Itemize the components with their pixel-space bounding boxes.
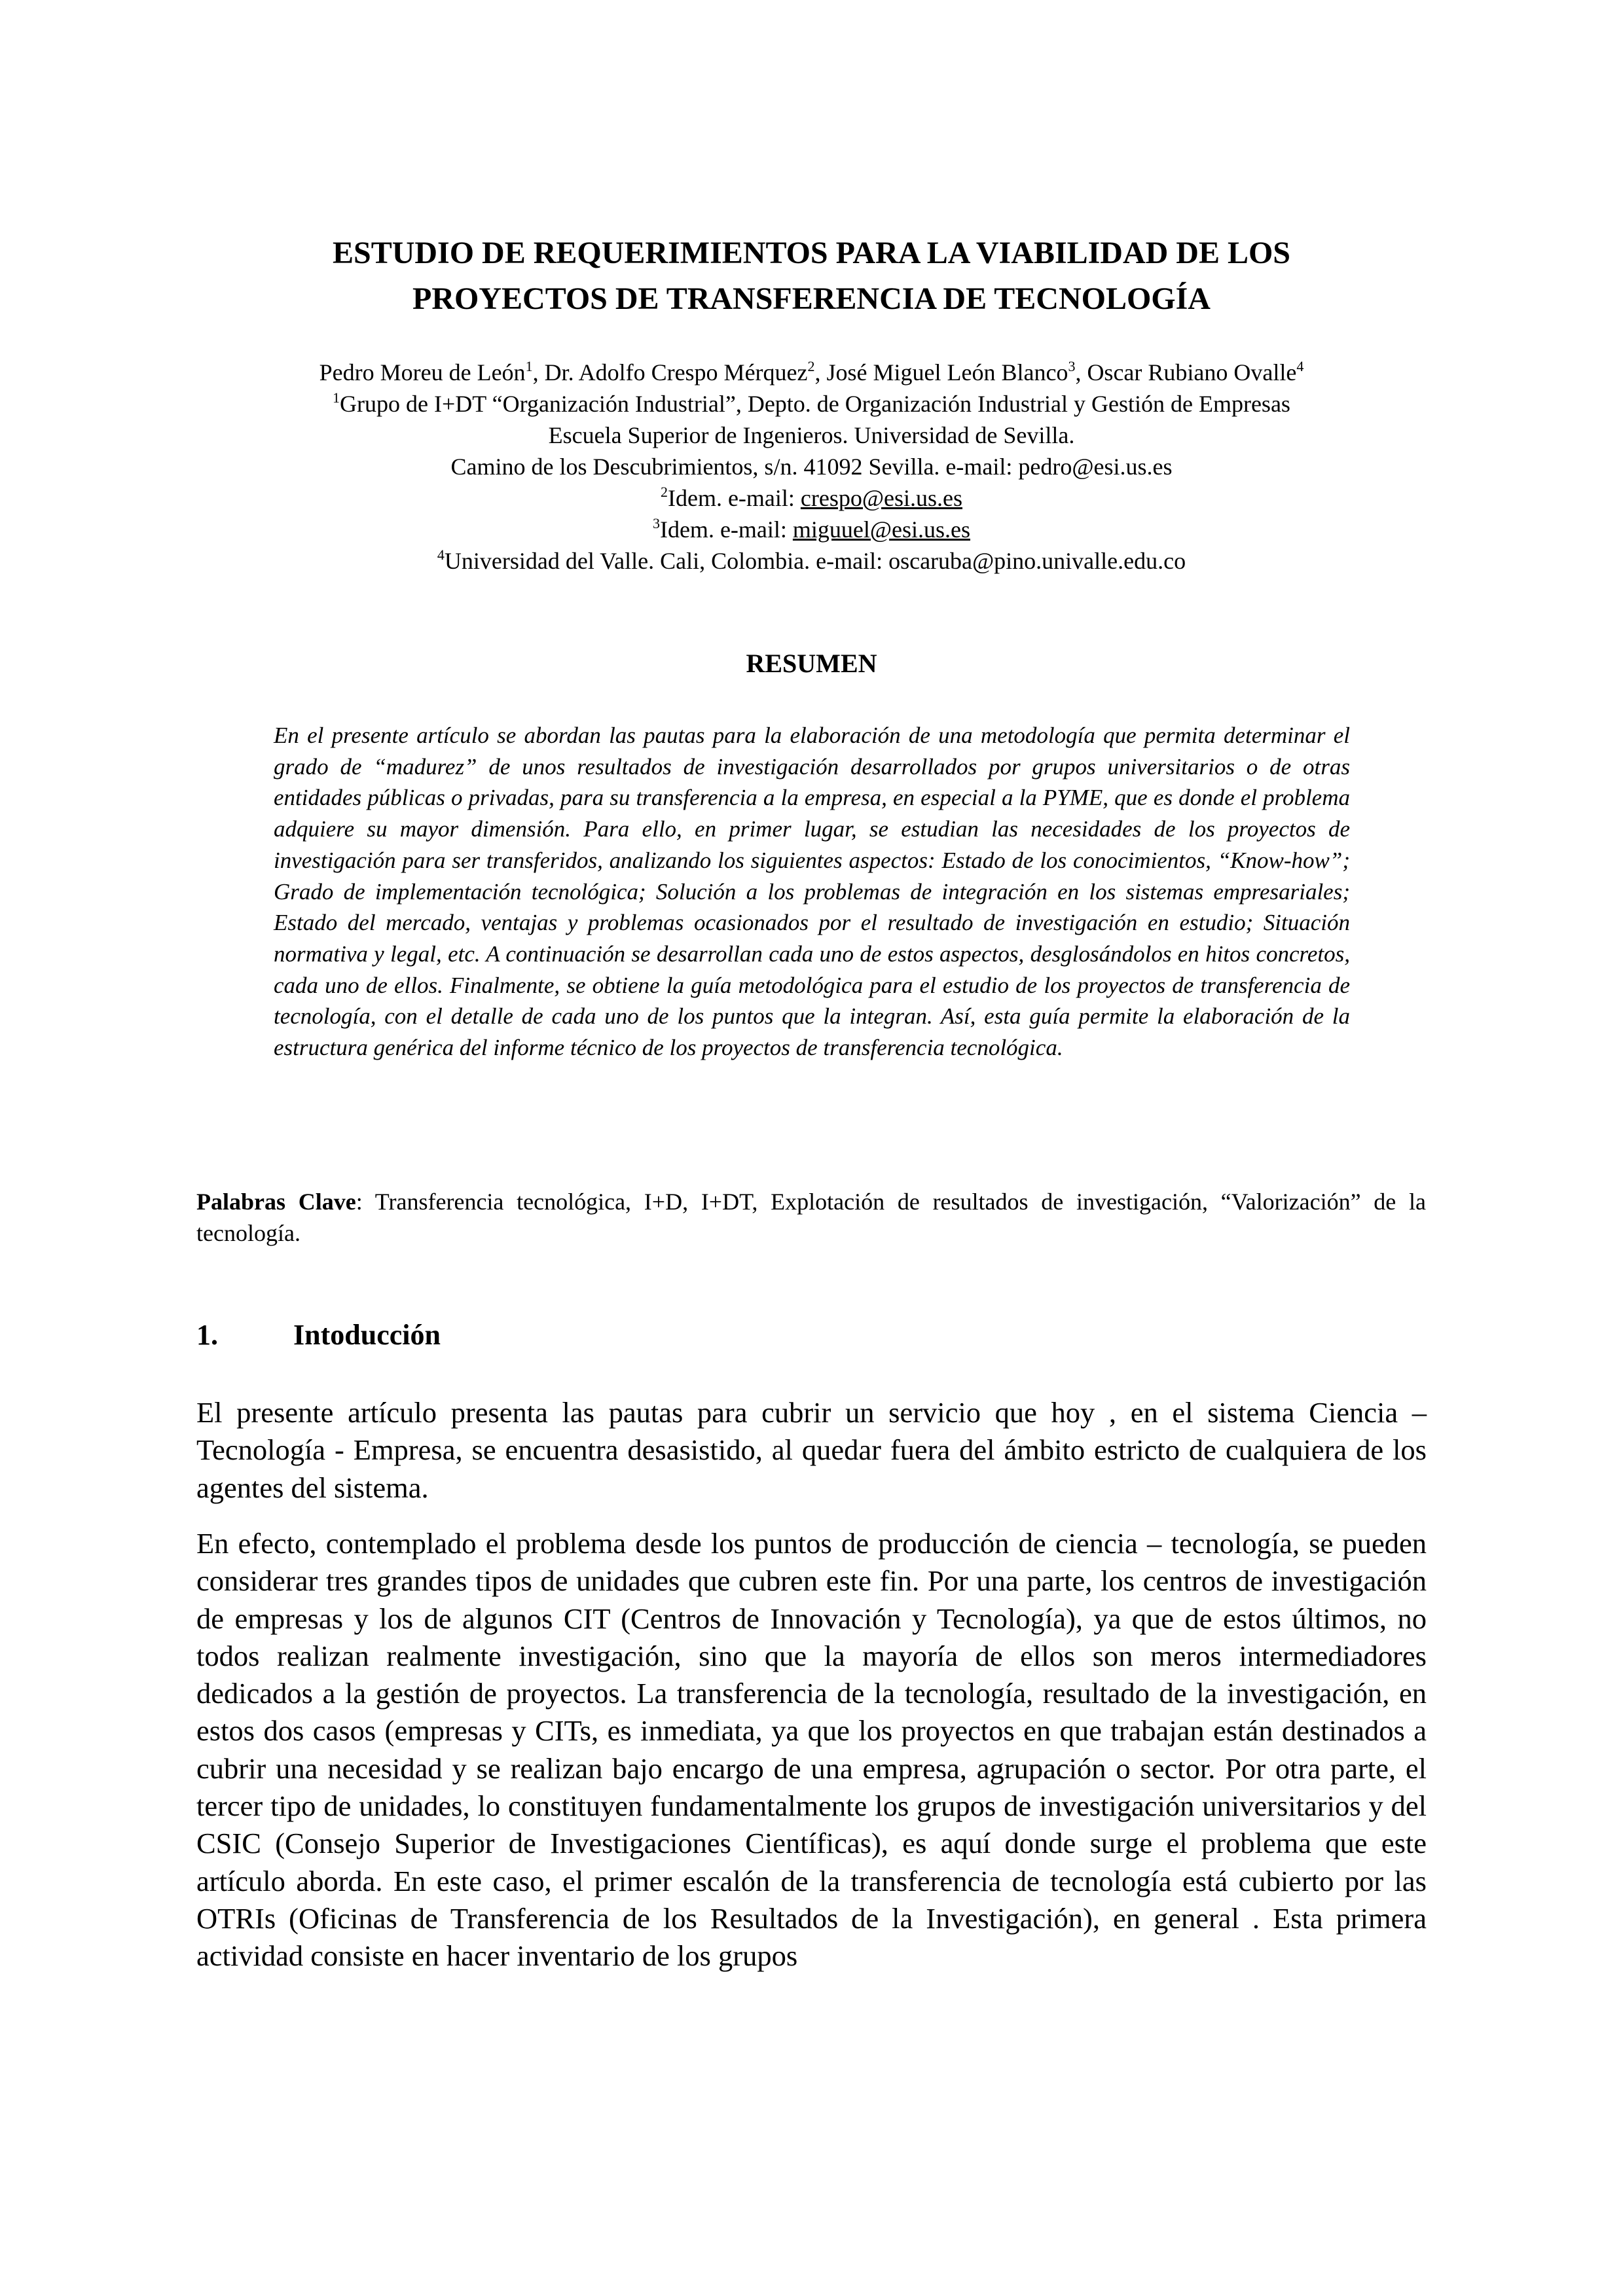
section-1-number: 1. <box>196 1319 218 1351</box>
keywords-label: Palabras Clave <box>196 1189 356 1215</box>
abstract-heading: RESUMEN <box>746 649 877 678</box>
author-4-mark: 4 <box>1296 358 1304 374</box>
affiliation-2 <box>196 482 1427 514</box>
author-list <box>196 357 1427 388</box>
affiliation-4-mark: 4 <box>437 547 445 563</box>
affiliation-1-address: Camino de los Descubrimientos, s/n. 41092 Sevilla. e-mail: pedro@esi.us.es <box>450 454 1173 480</box>
affiliation-3-prefix: Idem. e-mail: <box>659 516 793 543</box>
affiliation-4-text: Universidad del Valle. Cali, Colombia. e-mail: oscaruba@pino.univalle.edu.co <box>444 548 1186 574</box>
email-link-crespo[interactable]: crespo@esi.us.es <box>800 485 963 511</box>
section-1-title: Intoducción <box>293 1319 441 1351</box>
email-link-miguuel[interactable]: miguuel@esi.us.es <box>792 516 971 543</box>
author-4: , Oscar Rubiano Ovalle <box>1075 359 1297 386</box>
author-1-mark: 1 <box>525 358 533 374</box>
affiliation-2-prefix: Idem. e-mail: <box>667 485 801 511</box>
abstract-text: En el presente artículo se abordan las pautas para la elaboración de una metodología que permita determinar el grado de “madurez” de unos resultados de investigación desarrollados por grupos universitarios o de otras entidades públicas o privadas, para su transferencia a la empresa, en especial a la PYME, que es donde el problema adquiere su mayor dimensión. Para ello, en primer lugar, se estudian las necesidades de los proyectos de investigación para ser transferidos, analizando los siguientes aspectos: Estado de los conocimientos, “Know-how”; Grado de implementación tecnológica; Solución a los problemas de integración en los sistemas empresariales; Estado del mercado, ventajas y problemas ocasionados por el resultado de investigación en estudio; Situación normativa y legal, etc. A continuación se desarrollan cada uno de estos aspectos, desglosándolos en hitos concretos, cada uno de ellos. Finalmente, se obtiene la guía metodológica para el estudio de los proyectos de transferencia de tecnología, con el detalle de cada uno de los puntos que la integran. Así, esta guía permite la elaboración de la estructura genérica del informe técnico de los proyectos de transferencia tecnológica. <box>274 723 1350 1061</box>
keywords <box>196 1186 1426 1249</box>
affiliation-1-school: Escuela Superior de Ingenieros. Universidad de Sevilla. <box>548 422 1075 448</box>
author-3-mark: 3 <box>1068 358 1076 374</box>
affiliation-3-mark: 3 <box>652 515 660 531</box>
paper-title-line-1: ESTUDIO DE REQUERIMIENTOS PARA LA VIABILIDAD DE LOS <box>332 236 1290 270</box>
section-1-heading <box>196 1317 441 1354</box>
paper-title-line-2: PROYECTOS DE TRANSFERENCIA DE TECNOLOGÍA <box>412 281 1211 316</box>
author-block <box>196 357 1427 577</box>
keywords-text: : Transferencia tecnológica, I+D, I+DT, Explotación de resultados de investigación, “Valorización” de la tecnología. <box>196 1189 1426 1246</box>
affiliation-1-text: Grupo de I+DT “Organización Industrial”, Depto. de Organización Industrial y Gestión de Empresas <box>340 391 1290 417</box>
affiliation-4 <box>196 545 1427 577</box>
affiliation-1-mark: 1 <box>333 389 340 406</box>
section-1-paragraph-2: En efecto, contemplado el problema desde los puntos de producción de ciencia – tecnología, se pueden considerar tres grandes tipos de unidades que cubren este fin. Por una parte, los centros de investigación de empresas y los de algunos CIT (Centros de Innovación y Tecnología), ya que de estos últimos, no todos realizan realmente investigación, sino que la mayoría de ellos son meros intermediadores dedicados a la gestión de proyectos. La transferencia de la tecnología, resultado de la investigación, en estos dos casos (empresas y CITs, es inmediata, ya que los proyectos en que trabajan están destinados a cubrir una necesidad y se realizan bajo encargo de una empresa, agrupación o sector. Por otra parte, el tercer tipo de unidades, lo constituyen fundamentalmente los grupos de investigación universitarios y del CSIC (Consejo Superior de Investigaciones Científicas), es aquí donde surge el problema que este artículo aborda. En este caso, el primer escalón de la transferencia de tecnología está cubierto por las OTRIs (Oficinas de Transferencia de los Resultados de la Investigación), en general . Esta primera actividad consiste en hacer inventario de los grupos <box>196 1527 1427 1973</box>
paper-title <box>196 230 1427 322</box>
affiliation-1 <box>196 388 1427 420</box>
section-1-paragraph-1: El presente artículo presenta las pautas para cubrir un servicio que hoy , en el sistema Ciencia – Tecnología - Empresa, se encuentra desasistido, al quedar fuera del ámbito estricto de cualquiera de los agentes del sistema. <box>196 1396 1427 1504</box>
author-2: , Dr. Adolfo Crespo Mérquez <box>532 359 808 386</box>
affiliation-2-mark: 2 <box>660 484 668 500</box>
author-3: , José Miguel León Blanco <box>814 359 1068 386</box>
author-2-mark: 2 <box>807 358 815 374</box>
affiliation-3 <box>196 514 1427 545</box>
author-1: Pedro Moreu de León <box>319 359 526 386</box>
